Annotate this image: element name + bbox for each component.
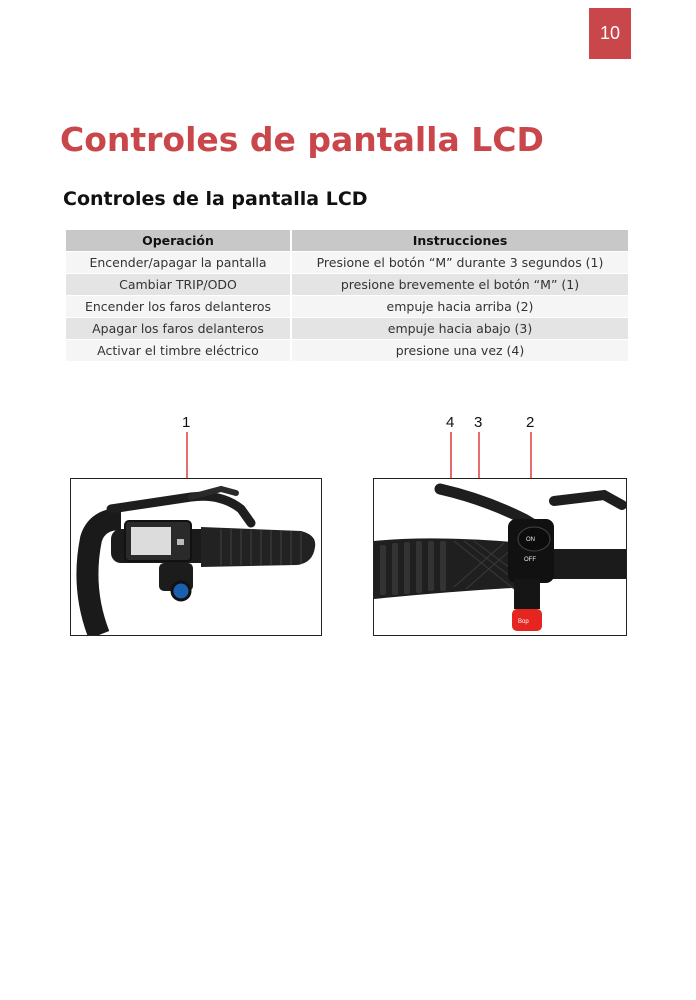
operation-cell: Encender los faros delanteros bbox=[66, 296, 291, 318]
instruction-cell: Presione el botón “M” durante 3 segundos (1) bbox=[291, 252, 628, 274]
page-number: 10 bbox=[589, 8, 631, 59]
callout-number-2: 2 bbox=[526, 414, 535, 431]
callout-number-4: 4 bbox=[446, 414, 455, 431]
page-title: Controles de pantalla LCD bbox=[60, 120, 544, 159]
on-label: ON bbox=[526, 537, 535, 543]
callout-number-3: 3 bbox=[474, 414, 483, 431]
display-controller-photo bbox=[70, 478, 322, 636]
instruction-cell: presione una vez (4) bbox=[291, 340, 628, 362]
instruction-cell: empuje hacia abajo (3) bbox=[291, 318, 628, 340]
operation-cell: Activar el timbre eléctrico bbox=[66, 340, 291, 362]
section-subtitle: Controles de la pantalla LCD bbox=[63, 188, 368, 210]
operation-cell: Apagar los faros delanteros bbox=[66, 318, 291, 340]
light-horn-switch-photo bbox=[373, 478, 627, 636]
header-operation: Operación bbox=[66, 230, 291, 252]
operation-cell: Encender/apagar la pantalla bbox=[66, 252, 291, 274]
instruction-cell: presione brevemente el botón “M” (1) bbox=[291, 274, 628, 296]
operation-cell: Cambiar TRIP/ODO bbox=[66, 274, 291, 296]
callout-number-1: 1 bbox=[182, 414, 191, 431]
horn-label: Bop bbox=[518, 619, 529, 625]
instruction-cell: empuje hacia arriba (2) bbox=[291, 296, 628, 318]
off-label: OFF bbox=[524, 557, 536, 563]
header-instructions: Instrucciones bbox=[291, 230, 628, 252]
